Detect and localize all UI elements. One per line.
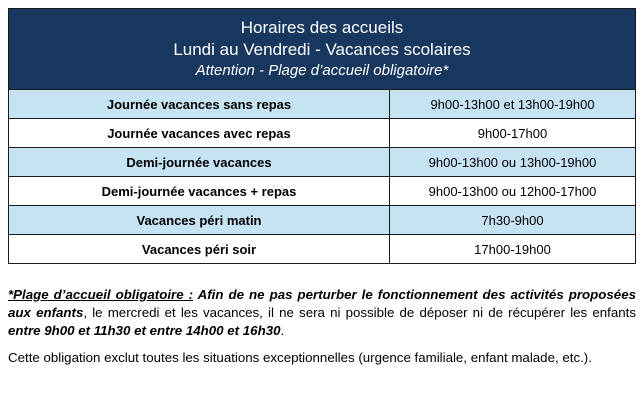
row-hours: 9h00-13h00 ou 13h00-19h00	[428, 154, 597, 170]
row-hours: 9h00-13h00 ou 12h00-17h00	[428, 183, 597, 199]
row-label: Journée vacances avec repas	[9, 119, 390, 147]
row-label: Demi-journée vacances	[9, 148, 390, 176]
row-label: Vacances péri soir	[9, 235, 390, 263]
row-label: Journée vacances sans repas	[9, 90, 390, 118]
obligation-lead: Afin de ne pas perturber le fonctionnement des activités proposées aux enfants	[8, 287, 636, 320]
notes-section	[8, 286, 636, 376]
row-hours: 17h00-19h00	[474, 241, 551, 257]
table-row	[9, 176, 635, 205]
row-hours: 7h30-9h00	[481, 212, 544, 228]
schedule-table	[8, 8, 636, 264]
table-row	[9, 118, 635, 147]
table-row	[9, 89, 635, 118]
exception-paragraph: Cette obligation exclut toutes les situations exceptionnelles (urgence familiale, enfant malade, etc.).	[8, 350, 592, 365]
row-hours: 9h00-13h00 et 13h00-19h00	[430, 96, 595, 112]
table-row	[9, 205, 635, 234]
obligation-title: *Plage d’accueil obligatoire :	[8, 287, 194, 302]
row-hours: 9h00-17h00	[477, 125, 548, 141]
table-title: Horaires des accueils	[240, 18, 404, 37]
table-warning: Attention - Plage d’accueil obligatoire*	[195, 62, 449, 79]
table-header	[9, 9, 635, 89]
row-label: Vacances péri matin	[9, 206, 390, 234]
row-label: Demi-journée vacances + repas	[9, 177, 390, 205]
obligation-body: , le mercredi et les vacances, il ne sera ni possible de déposer ni de récupérer les enfants	[83, 305, 636, 320]
obligation-paragraph	[8, 286, 636, 340]
table-subtitle: Lundi au Vendredi - Vacances scolaires	[173, 40, 471, 59]
table-row	[9, 147, 635, 176]
obligation-end: .	[280, 323, 285, 338]
table-row	[9, 234, 635, 263]
obligation-times: entre 9h00 et 11h30 et entre 14h00 et 16h30	[8, 323, 281, 338]
